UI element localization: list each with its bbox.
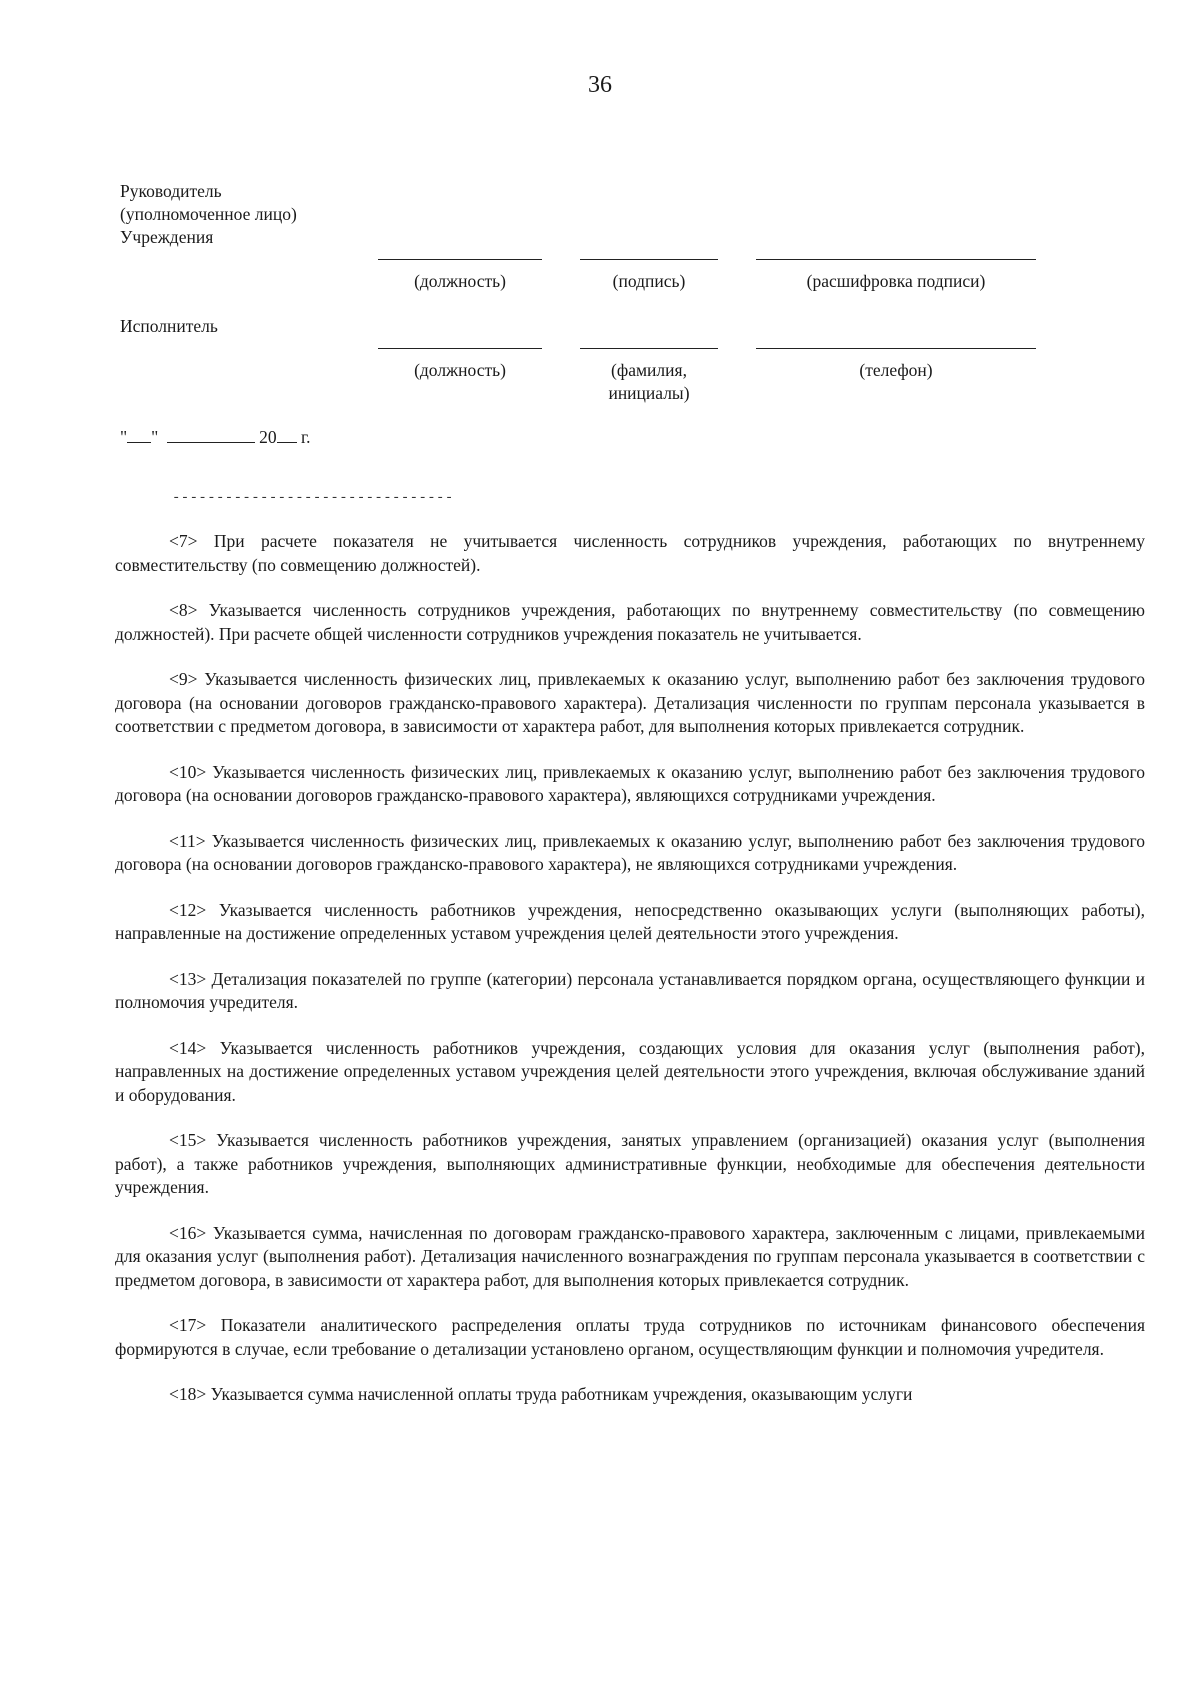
footnote-12: <12> Указывается численность работников учреждения, непосредственно оказывающих услуги (выполняющих работы), направленные на достижение определенных уставом учреждения целей деятельности этого учреждения. [115, 899, 1145, 943]
head-position-caption: (должность) [414, 271, 506, 291]
executor-name-line [580, 348, 718, 349]
footnote-10: <10> Указывается численность физических лиц, привлекаемых к оказанию услуг, выполнению работ без заключения трудового договора (на основании договоров гражданско-правового характера), являющихся сотрудниками учреждения. [115, 761, 1145, 805]
date-line [120, 426, 311, 448]
date-suffix: г. [300, 427, 311, 447]
executor-label: Исполнитель [120, 316, 218, 336]
footnote-separator: -------------------------------- [172, 490, 454, 506]
head-signature-line [580, 259, 718, 260]
head-signature-caption: (подпись) [612, 271, 686, 291]
footnote-11: <11> Указывается численность физических лиц, привлекаемых к оказанию услуг, выполнению работ без заключения трудового договора (на основании договоров гражданско-правового характера), не являющихся сотрудниками учреждения. [115, 830, 1145, 874]
footnote-13: <13> Детализация показателей по группе (категории) персонала устанавливается порядком органа, осуществляющего функции и полномочия учредителя. [115, 968, 1145, 1012]
executor-position-caption: (должность) [414, 360, 506, 380]
executor-name-caption-2: инициалы) [608, 383, 690, 403]
executor-phone-line [756, 348, 1036, 349]
footnote-18: <18> Указывается сумма начисленной оплаты труда работникам учреждения, оказывающим услуги [169, 1384, 913, 1404]
footnote-8: <8> Указывается численность сотрудников учреждения, работающих по внутреннему совместительству (по совмещению должностей). При расчете общей численности сотрудников учреждения показатель не учитывается. [115, 600, 1145, 644]
signature-block [120, 180, 1060, 470]
footnote-7: <7> При расчете показателя не учитывается численность сотрудников учреждения, работающих по внутреннему совместительству (по совмещению должностей). [115, 531, 1145, 575]
footnote-17: <17> Показатели аналитического распределения оплаты труда сотрудников по источникам финансового обеспечения формируются в случае, если требование о детализации установлено органом, осуществляющим функции и полномочия учредителя. [115, 1315, 1145, 1359]
head-position-line [378, 259, 542, 260]
head-label-line-2: (уполномоченное лицо) [120, 204, 297, 224]
executor-phone-caption: (телефон) [859, 360, 933, 380]
head-decoding-line [756, 259, 1036, 260]
date-quote-close: " [151, 427, 159, 447]
executor-position-line [378, 348, 542, 349]
footnote-16: <16> Указывается сумма, начисленная по договорам гражданско-правового характера, заключенным с лицами, привлекаемыми для оказания услуг (выполнения работ). Детализация начисленного вознаграждения по группам персонала указывается в соответствии с предметом договора, в зависимости от характера работ, для выполнения которых привлекается сотрудник. [115, 1222, 1145, 1290]
date-quote-open: " [120, 427, 128, 447]
footnote-14: <14> Указывается численность работников учреждения, создающих условия для оказания услуг (выполнения работ), направленных на достижение определенных уставом учреждения целей деятельности этого учреждения, включая обслуживание зданий и оборудования. [115, 1037, 1145, 1105]
footnote-9: <9> Указывается численность физических лиц, привлекаемых к оказанию услуг, выполнению работ без заключения трудового договора (на основании договоров гражданско-правового характера). Детализация численности по группам персонала указывается в соответствии с предметом договора, в зависимости от характера работ, для выполнения которых привлекается сотрудник. [115, 669, 1145, 736]
head-decoding-caption: (расшифровка подписи) [806, 271, 986, 291]
date-day-blank [127, 426, 151, 443]
date-month-blank [167, 426, 255, 443]
head-label-line-3: Учреждения [120, 227, 214, 247]
head-label-line-1: Руководитель [120, 181, 222, 201]
date-year-prefix: 20 [259, 427, 277, 447]
date-year-blank [277, 426, 297, 443]
executor-name-caption-1: (фамилия, [611, 360, 687, 380]
footnotes [115, 530, 1145, 1429]
page-number: 36 [588, 72, 612, 98]
footnote-15: <15> Указывается численность работников учреждения, занятых управлением (организацией) оказания услуг (выполнения работ), а также работников учреждения, выполняющих административные функции, необходимые для обеспечения деятельности учреждения. [115, 1130, 1145, 1197]
